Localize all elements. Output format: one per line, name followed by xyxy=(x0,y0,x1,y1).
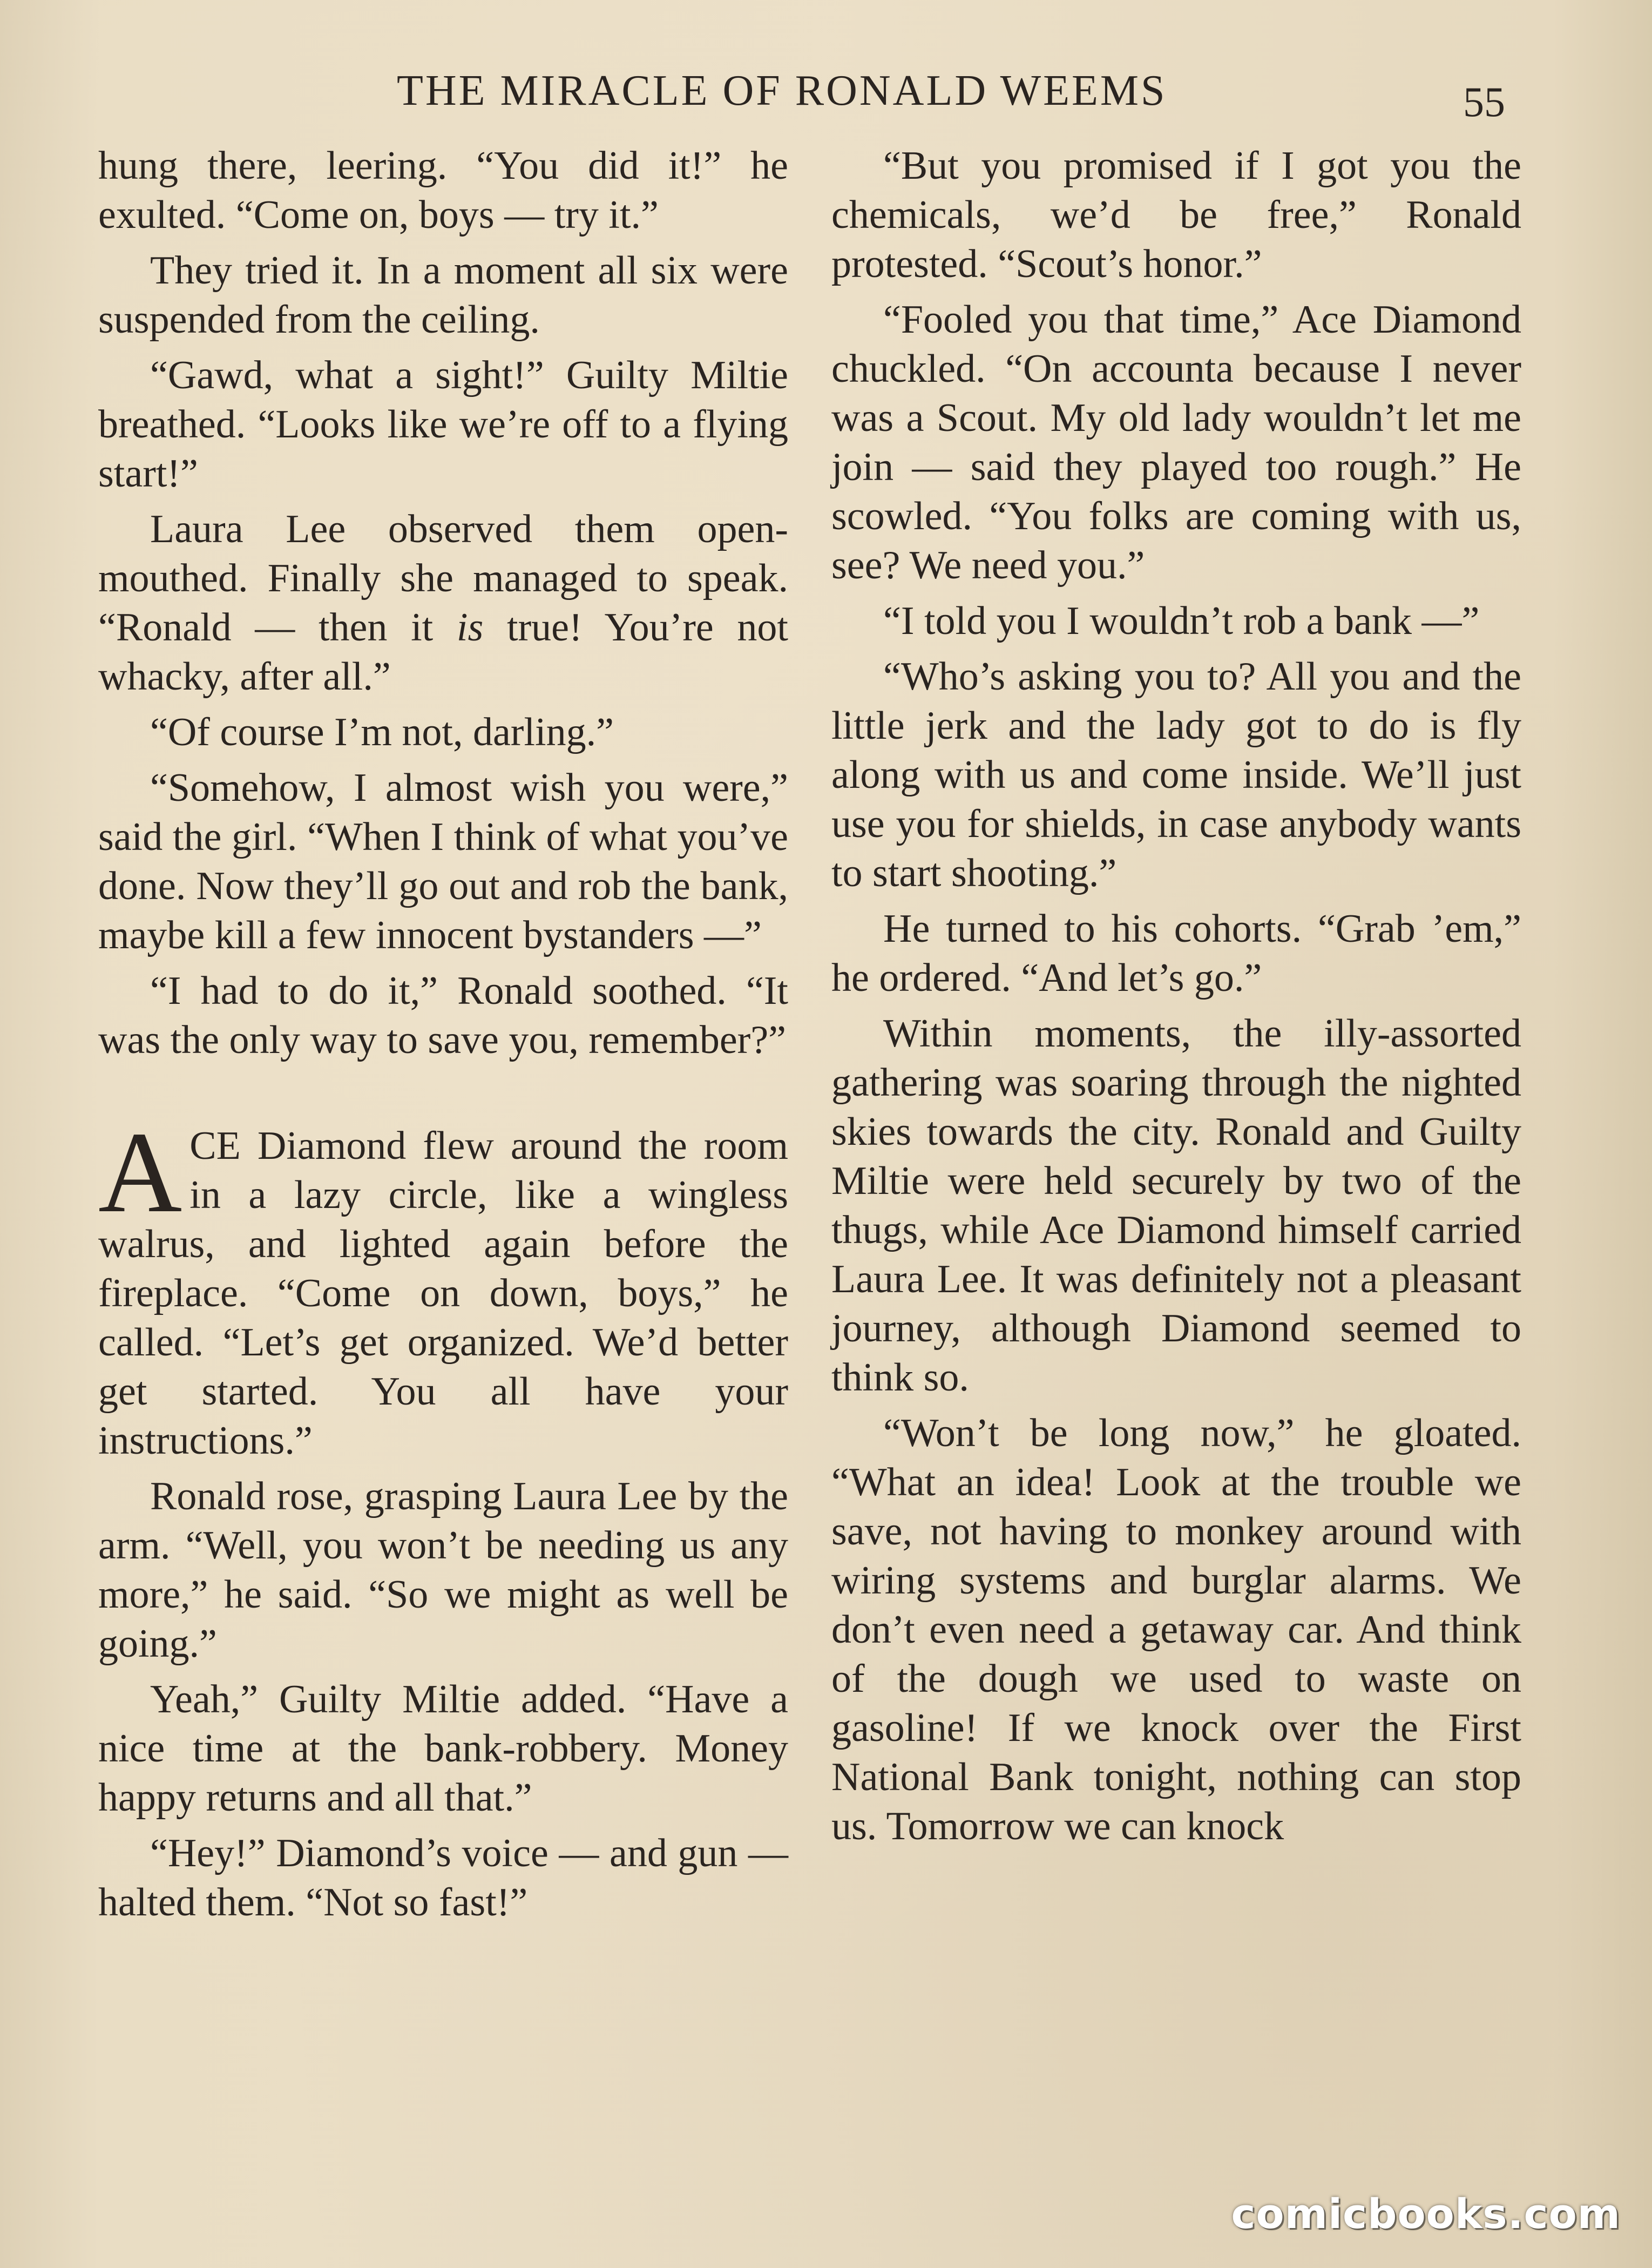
page-number: 55 xyxy=(1463,78,1505,125)
watermark-logo: comicbooks.com xyxy=(1231,2190,1621,2238)
paragraph: “Hey!” Diamond’s voice — and gun — halted them. “Not so fast!” xyxy=(98,1831,788,1925)
paragraph: “Gawd, what a sight!” Guilty Miltie breathed. “Looks like we’re off to a flying start!” xyxy=(98,353,788,496)
paragraph: “Fooled you that time,” Ace Diamond chuckled. “On accounta because I never was a Scout. My old lady wouldn’t let me join — said they played too rough.” He scowled. “You folks are coming with us, see? We need you.” xyxy=(831,298,1521,588)
paragraph: Yeah,” Guilty Miltie added. “Have a nice time at the bank-robbery. Money happy returns and all that.” xyxy=(98,1677,788,1820)
paragraph: Ronald rose, grasping Laura Lee by the arm. “Well, you won’t be needing us any more,” he said. “So we might as well be going.” xyxy=(98,1474,788,1666)
paragraph: “I told you I wouldn’t rob a bank —” xyxy=(883,599,1480,643)
emphasis-text: is xyxy=(456,605,484,650)
paragraph: “Of course I’m not, darling.” xyxy=(150,710,614,754)
paragraph-text: Laura Lee observed them open-mouthed. Finally she managed to speak. “Ronald — then it xyxy=(98,507,788,650)
paragraph: hung there, leering. “You did it!” he exulted. “Come on, boys — try it.” xyxy=(98,144,788,237)
paragraph: “Won’t be long now,” he gloated. “What an idea! Look at the trouble we save, not having to monkey around with wiring systems and burglar alarms. We don’t even need a getaway car. And think of the dough we used to waste on gasoline! If we knock over the First National Bank tonight, nothing can stop us. Tomorrow we can knock xyxy=(831,1411,1521,1848)
paragraph: They tried it. In a moment all six were suspended from the ceiling. xyxy=(98,248,788,342)
section-start-paragraph xyxy=(98,1108,788,1466)
paragraph: “Who’s asking you to? All you and the little jerk and the lady got to do is fly along with us and come inside. We’ll just use you for shields, in case anybody wants to start shooting.” xyxy=(831,654,1521,895)
paragraph: He turned to his cohorts. “Grab ’em,” he ordered. “And let’s go.” xyxy=(831,907,1521,1000)
paragraph: “I had to do it,” Ronald soothed. “It was the only way to save you, remember?” xyxy=(98,969,788,1062)
paragraph: Within moments, the illy-assorted gathering was soaring through the nighted skies towards the city. Ronald and Guilty Miltie were held securely by two of the thugs, while Ace Diamond himself carried Laura Lee. It was definitely not a pleasant journey, although Diamond seemed to think so. xyxy=(831,1011,1521,1400)
paragraph-text: true! You’re not whacky, after all.” xyxy=(98,605,788,699)
left-text-column xyxy=(98,141,788,1934)
paragraph xyxy=(98,505,788,701)
drop-cap: A xyxy=(98,1108,182,1237)
running-title: THE MIRACLE OF RONALD WEEMS xyxy=(397,67,1167,114)
right-text-column xyxy=(831,141,1521,1858)
paragraph: “Somehow, I almost wish you were,” said the girl. “When I think of what you’ve done. Now they’ll go out and rob the bank, maybe kill a few innocent bystanders —” xyxy=(98,766,788,957)
paragraph: “But you promised if I got you the chemicals, we’d be free,” Ronald protested. “Scout’s honor.” xyxy=(831,144,1521,286)
paragraph-text: CE Diamond flew around the room in a lazy circle, like a wingless walrus, and lighted again before the fireplace. “Come on down, boys,” he called. “Let’s get organized. We’d better get started. You all have your instructions.” xyxy=(98,1124,788,1463)
